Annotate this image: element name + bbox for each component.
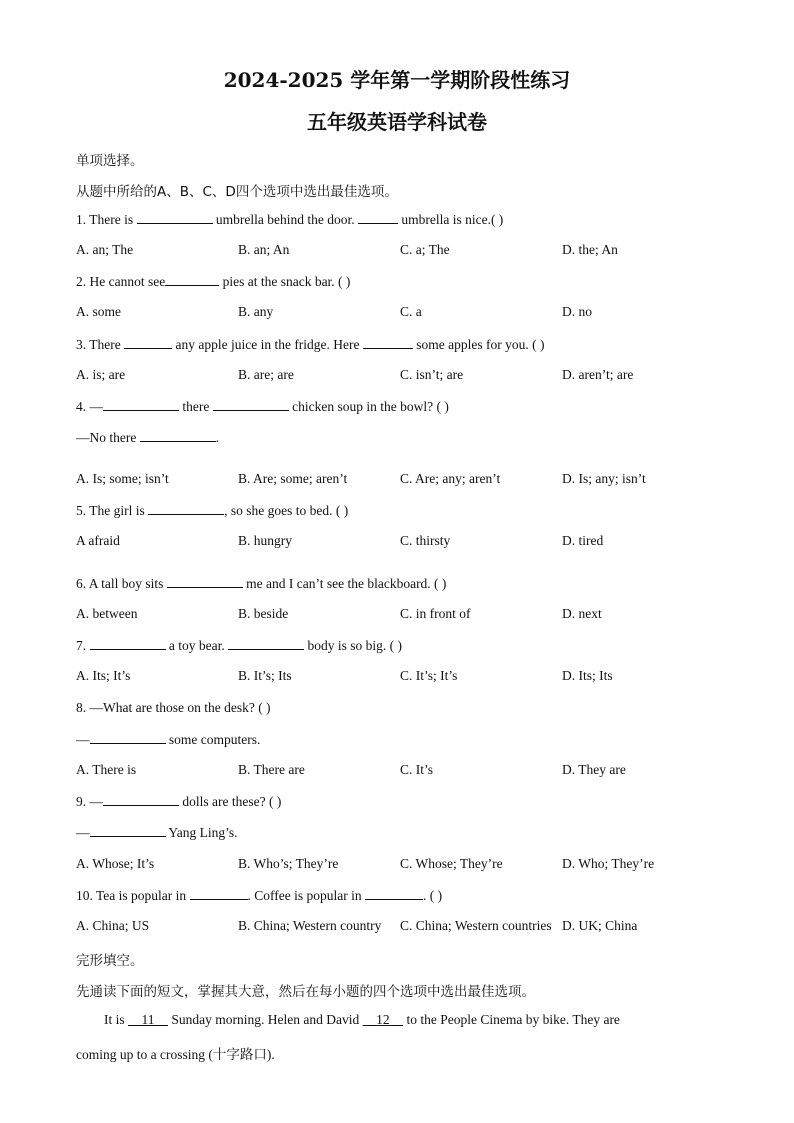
option-b[interactable]: B. an; An bbox=[238, 242, 290, 257]
option-d[interactable]: D. no bbox=[562, 304, 592, 319]
answer-blank[interactable] bbox=[363, 336, 413, 349]
option-d[interactable]: D. the; An bbox=[562, 242, 618, 257]
option-b[interactable]: B. There are bbox=[238, 762, 305, 777]
option-b[interactable]: B. Are; some; aren’t bbox=[238, 471, 348, 486]
option-c[interactable]: C. thirsty bbox=[400, 533, 451, 548]
answer-blank[interactable] bbox=[90, 824, 166, 837]
question-4-response: —No there . bbox=[76, 430, 220, 445]
option-b[interactable]: B. any bbox=[238, 304, 274, 319]
section-instruction-cloze: 先通读下面的短文，掌握其大意，然后在每小题的四个选项中选出最佳选项。 bbox=[76, 984, 535, 1000]
answer-blank[interactable] bbox=[165, 273, 219, 286]
question-8-response: — some computers. bbox=[76, 732, 261, 747]
answer-blank[interactable] bbox=[103, 398, 179, 411]
option-d[interactable]: D. Its; Its bbox=[562, 668, 613, 683]
option-b[interactable]: B. Who’s; They’re bbox=[238, 856, 339, 871]
option-a[interactable]: A. China; US bbox=[76, 918, 150, 933]
cloze-paragraph-line-1: It is 11 Sunday morning. Helen and David 12 to the People Cinema by bike. They are bbox=[104, 1012, 620, 1027]
option-a[interactable]: A. is; are bbox=[76, 367, 126, 382]
cloze-paragraph-line-2: coming up to a crossing (十字路口). bbox=[76, 1047, 275, 1062]
section-heading-cloze: 完形填空。 bbox=[76, 953, 144, 969]
question-3-stem: 3. There any apple juice in the fridge. Here some apples for you. ( ) bbox=[76, 337, 545, 352]
option-d[interactable]: D. Is; any; isn’t bbox=[562, 471, 646, 486]
question-4-stem: 4. — there chicken soup in the bowl? ( ) bbox=[76, 399, 449, 414]
option-c[interactable]: C. Are; any; aren’t bbox=[400, 471, 501, 486]
answer-blank[interactable] bbox=[103, 793, 179, 806]
answer-blank[interactable] bbox=[228, 637, 304, 650]
cloze-blank-11[interactable]: 11 bbox=[141, 1012, 155, 1027]
option-a[interactable]: A. some bbox=[76, 304, 121, 319]
question-2-stem: 2. He cannot see pies at the snack bar. ( ) bbox=[76, 274, 351, 289]
option-c[interactable]: C. It’s bbox=[400, 762, 434, 777]
answer-blank[interactable] bbox=[358, 211, 398, 224]
option-d[interactable]: D. Who; They’re bbox=[562, 856, 655, 871]
option-a[interactable]: A afraid bbox=[76, 533, 120, 548]
answer-blank[interactable] bbox=[90, 731, 166, 744]
option-c[interactable]: C. It’s; It’s bbox=[400, 668, 458, 683]
question-5-stem: 5. The girl is , so she goes to bed. ( ) bbox=[76, 503, 349, 518]
option-c[interactable]: C. China; Western countries bbox=[400, 918, 552, 933]
option-d[interactable]: D. next bbox=[562, 606, 602, 621]
option-a[interactable]: A. between bbox=[76, 606, 138, 621]
question-1-stem: 1. There is umbrella behind the door. umbrella is nice.( ) bbox=[76, 212, 504, 227]
option-d[interactable]: D. tired bbox=[562, 533, 604, 548]
page-title: 2024-2025 学年第一学期阶段性练习 bbox=[223, 68, 571, 92]
answer-blank[interactable] bbox=[213, 398, 289, 411]
option-c[interactable]: C. isn’t; are bbox=[400, 367, 464, 382]
question-7-stem: 7. a toy bear. body is so big. ( ) bbox=[76, 638, 402, 653]
option-c[interactable]: C. in front of bbox=[400, 606, 471, 621]
option-b[interactable]: B. China; Western country bbox=[238, 918, 382, 933]
option-c[interactable]: C. Whose; They’re bbox=[400, 856, 503, 871]
option-a[interactable]: A. Is; some; isn’t bbox=[76, 471, 169, 486]
option-c[interactable]: C. a bbox=[400, 304, 422, 319]
answer-blank[interactable] bbox=[148, 502, 224, 515]
question-6-stem: 6. A tall boy sits me and I can’t see the blackboard. ( ) bbox=[76, 576, 447, 591]
option-d[interactable]: D. UK; China bbox=[562, 918, 638, 933]
section-instruction: 从题中所给的A、B、C、D四个选项中选出最佳选项。 bbox=[76, 184, 398, 200]
option-b[interactable]: B. beside bbox=[238, 606, 289, 621]
answer-blank[interactable] bbox=[190, 887, 248, 900]
option-a[interactable]: A. an; The bbox=[76, 242, 134, 257]
option-a[interactable]: A. Whose; It’s bbox=[76, 856, 155, 871]
answer-blank[interactable] bbox=[167, 575, 243, 588]
answer-blank[interactable] bbox=[365, 887, 423, 900]
option-b[interactable]: B. It’s; Its bbox=[238, 668, 292, 683]
option-a[interactable]: A. Its; It’s bbox=[76, 668, 131, 683]
question-9-response: — Yang Ling’s. bbox=[76, 825, 238, 840]
cloze-blank-12[interactable]: 12 bbox=[376, 1012, 390, 1027]
option-d[interactable]: D. aren’t; are bbox=[562, 367, 634, 382]
answer-blank[interactable] bbox=[124, 336, 172, 349]
question-9-stem: 9. — dolls are these? ( ) bbox=[76, 794, 282, 809]
page-subtitle: 五年级英语学科试卷 bbox=[307, 110, 487, 134]
section-heading-single-choice: 单项选择。 bbox=[76, 153, 144, 169]
option-c[interactable]: C. a; The bbox=[400, 242, 450, 257]
option-b[interactable]: B. are; are bbox=[238, 367, 294, 382]
option-b[interactable]: B. hungry bbox=[238, 533, 292, 548]
answer-blank[interactable] bbox=[140, 429, 216, 442]
answer-blank[interactable] bbox=[90, 637, 166, 650]
option-d[interactable]: D. They are bbox=[562, 762, 626, 777]
option-a[interactable]: A. There is bbox=[76, 762, 137, 777]
question-10-stem: 10. Tea is popular in . Coffee is popular in . ( ) bbox=[76, 888, 443, 903]
question-8-stem: 8. —What are those on the desk? ( ) bbox=[76, 700, 271, 715]
answer-blank[interactable] bbox=[137, 211, 213, 224]
